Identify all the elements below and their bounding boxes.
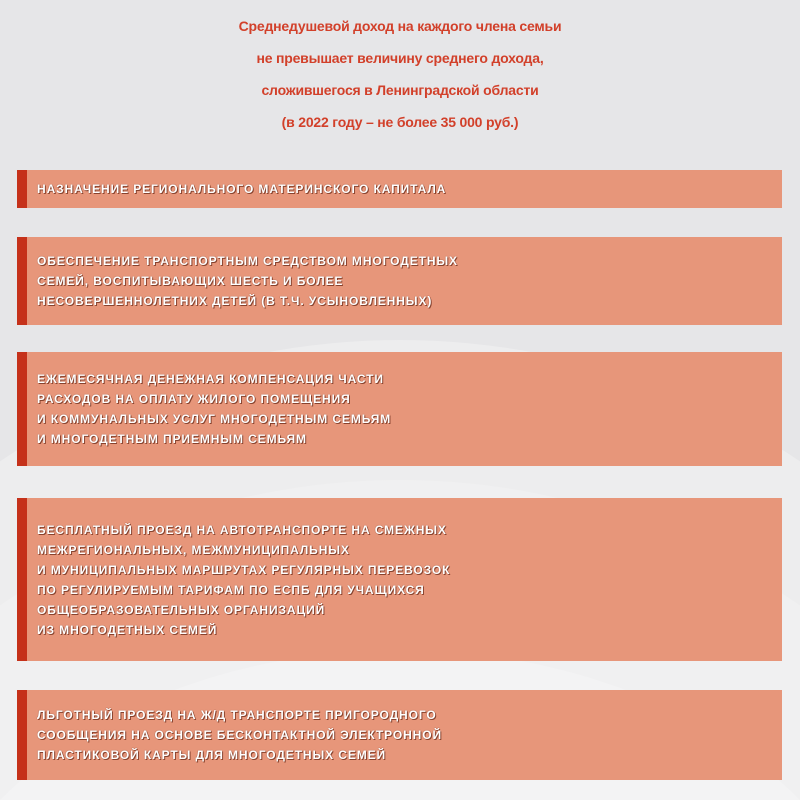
- card-text: МЕЖРЕГИОНАЛЬНЫХ, МЕЖМУНИЦИПАЛЬНЫХ: [37, 542, 350, 557]
- card-text: СООБЩЕНИЯ НА ОСНОВЕ БЕСКОНТАКТНОЙ ЭЛЕКТРОННОЙ: [37, 728, 443, 742]
- benefit-card-free-bus-travel: [17, 498, 782, 661]
- card-text: РАСХОДОВ НА ОПЛАТУ ЖИЛОГО ПОМЕЩЕНИЯ: [37, 392, 351, 406]
- benefit-card-rail-travel: [17, 690, 782, 780]
- title-line-2: не превышает величину среднего дохода,: [256, 50, 544, 66]
- card-text: И МНОГОДЕТНЫМ ПРИЕМНЫМ СЕМЬЯМ: [37, 432, 307, 446]
- benefit-card-vehicle: [17, 237, 782, 325]
- page-title: [0, 10, 800, 138]
- card-text: НЕСОВЕРШЕННОЛЕТНИХ ДЕТЕЙ (В Т.Ч. УСЫНОВЛЕННЫХ): [37, 294, 433, 308]
- card-text: ИЗ МНОГОДЕТНЫХ СЕМЕЙ: [37, 622, 218, 637]
- card-text: ПО РЕГУЛИРУЕМЫМ ТАРИФАМ ПО ЕСПБ ДЛЯ УЧАЩИХСЯ: [37, 582, 425, 597]
- card-text: И КОММУНАЛЬНЫХ УСЛУГ МНОГОДЕТНЫМ СЕМЬЯМ: [37, 412, 392, 426]
- title-line-1: Среднедушевой доход на каждого члена семьи: [238, 18, 562, 34]
- card-text: ОБЩЕОБРАЗОВАТЕЛЬНЫХ ОРГАНИЗАЦИЙ: [37, 602, 326, 617]
- title-line-3: сложившегося в Ленинградской области: [261, 82, 539, 98]
- benefit-card-maternity-capital: [17, 170, 782, 208]
- card-text: ЛЬГОТНЫЙ ПРОЕЗД НА Ж/Д ТРАНСПОРТЕ ПРИГОРОДНОГО: [37, 708, 437, 722]
- card-text: ПЛАСТИКОВОЙ КАРТЫ ДЛЯ МНОГОДЕТНЫХ СЕМЕЙ: [37, 748, 387, 762]
- card-text: И МУНИЦИПАЛЬНЫХ МАРШРУТАХ РЕГУЛЯРНЫХ ПЕРЕВОЗОК: [37, 562, 451, 577]
- card-text: ОБЕСПЕЧЕНИЕ ТРАНСПОРТНЫМ СРЕДСТВОМ МНОГОДЕТНЫХ: [37, 254, 458, 268]
- card-text: БЕСПЛАТНЫЙ ПРОЕЗД НА АВТОТРАНСПОРТЕ НА СМЕЖНЫХ: [37, 522, 447, 537]
- card-text: СЕМЕЙ, ВОСПИТЫВАЮЩИХ ШЕСТЬ И БОЛЕЕ: [37, 274, 344, 288]
- card-text: ЕЖЕМЕСЯЧНАЯ ДЕНЕЖНАЯ КОМПЕНСАЦИЯ ЧАСТИ: [37, 372, 384, 386]
- title-line-4: (в 2022 году – не более 35 000 руб.): [281, 114, 519, 130]
- benefit-card-housing-compensation: [17, 352, 782, 466]
- card-text: НАЗНАЧЕНИЕ РЕГИОНАЛЬНОГО МАТЕРИНСКОГО КАПИТАЛА: [37, 182, 447, 196]
